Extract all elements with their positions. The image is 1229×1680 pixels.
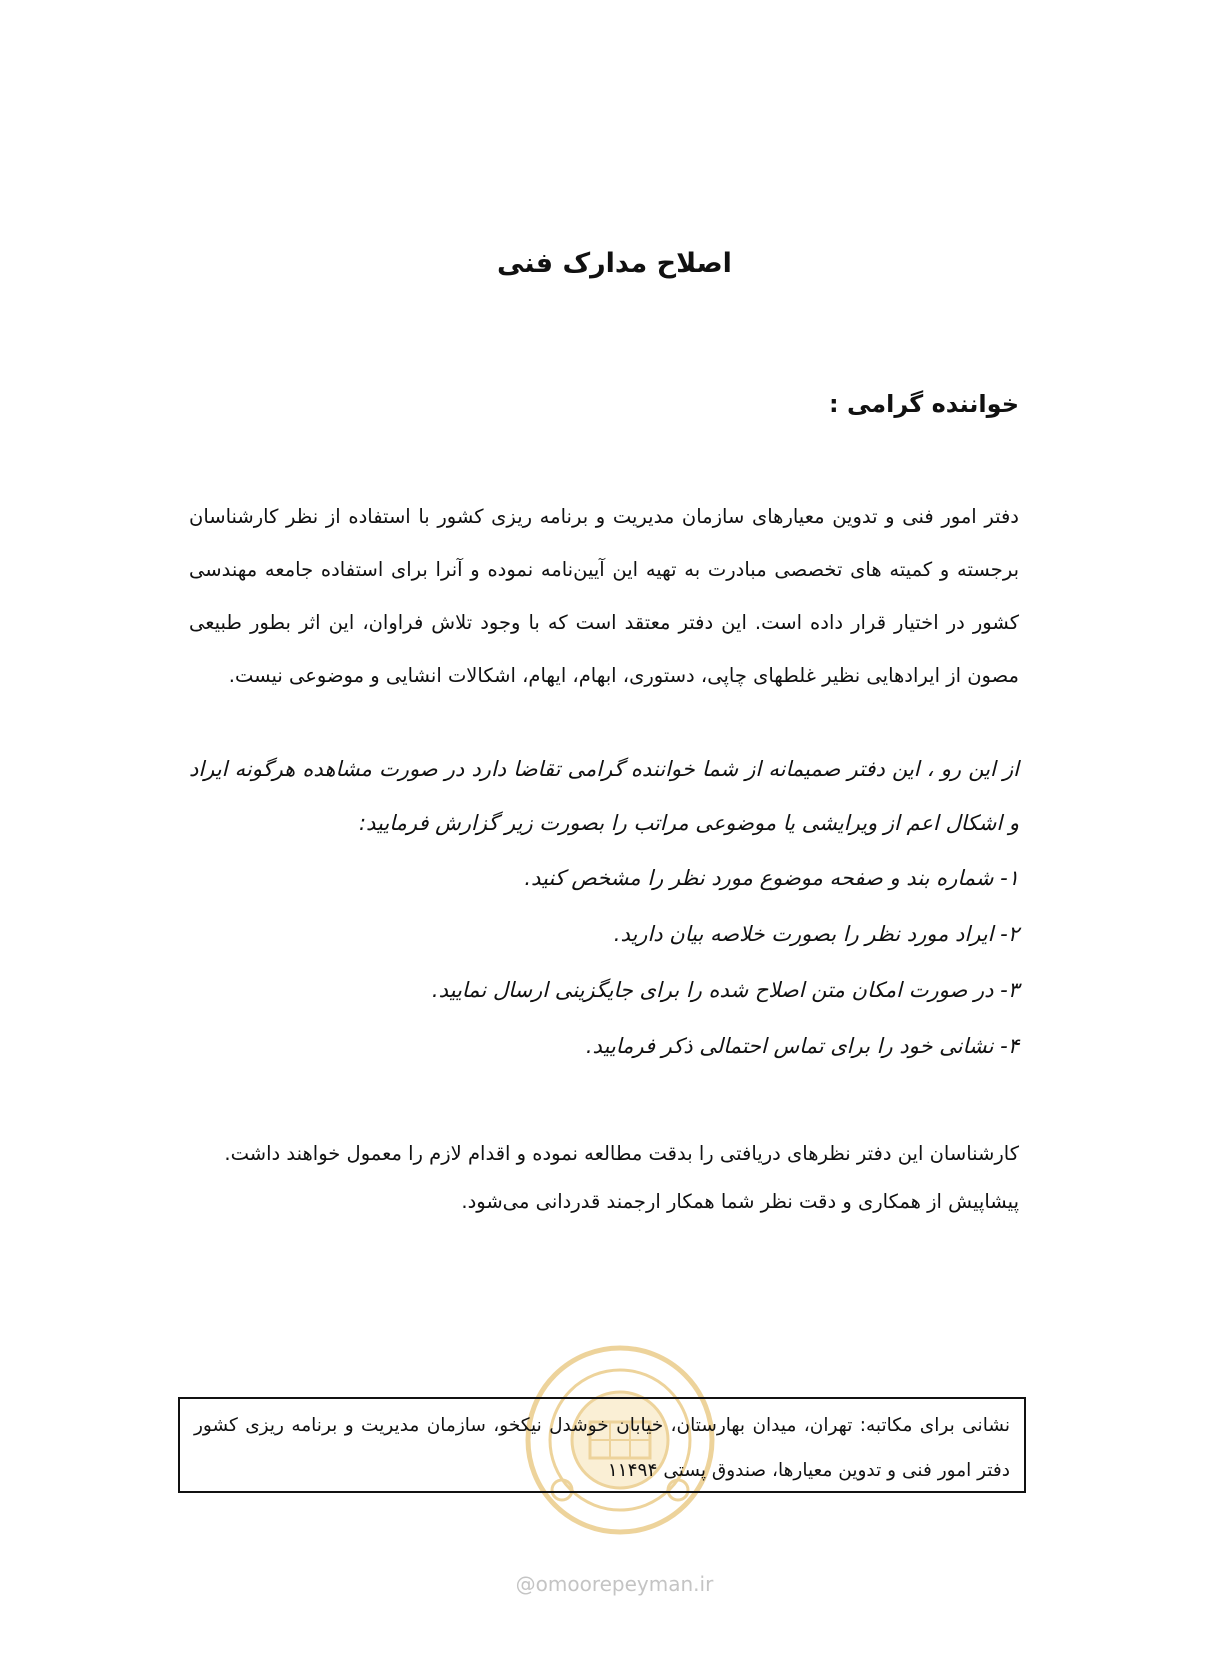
list-item: ۴- نشانی خود را برای تماس احتمالی ذکر فرمایید. bbox=[585, 1034, 1019, 1058]
list-item: ۳- در صورت امکان متن اصلاح شده را برای جایگزینی ارسال نمایید. bbox=[431, 978, 1019, 1002]
closing-line: پیشاپیش از همکاری و دقت نظر شما همکار ارجمند قدردانی می‌شود. bbox=[461, 1190, 1019, 1213]
request-intro: از این رو ، این دفتر صمیمانه از شما خواننده گرامی تقاضا دارد در صورت مشاهده هرگونه ایراد و اشکال اعم از ویرایشی یا موضوعی مراتب را بصورت زیر گزارش فرمایید: bbox=[189, 757, 1019, 835]
closing-text bbox=[189, 1130, 1019, 1226]
watermark-url: @omoorepeyman.ir bbox=[515, 1572, 714, 1596]
body-paragraph: دفتر امور فنی و تدوین معیارهای سازمان مدیریت و برنامه ریزی کشور با استفاده از نظر کارشناسان برجسته و کمیته های تخصصی مبادرت به تهیه این آیین‌نامه نموده و آنرا برای استفاده جامعه مهندسی کشور در اختیار قرار داده است. این دفتر معتقد است که با وجود تلاش فراوان، این اثر بطور طبیعی مصون از ایرادهایی نظیر غلطهای چاپی، دستوری، ابهام، ایهام، اشکالات انشایی و موضوعی نیست. bbox=[189, 505, 1019, 687]
salutation: خواننده گرامی : bbox=[829, 390, 1019, 418]
page-title: اصلاح مدارک فنی bbox=[497, 248, 732, 279]
closing-line: کارشناسان این دفتر نظرهای دریافتی را بدقت مطالعه نموده و اقدام لازم را معمول خواهند داشت. bbox=[224, 1142, 1019, 1165]
list-item: ۱- شماره بند و صفحه موضوع مورد نظر را مشخص کنید. bbox=[524, 866, 1019, 890]
list-item: ۲- ایراد مورد نظر را بصورت خلاصه بیان دارید. bbox=[613, 922, 1019, 946]
address-box: نشانی برای مکاتبه: تهران، میدان بهارستان، خیابان خوشدل نیکخو، سازمان مدیریت و برنامه ریزی کشور دفتر امور فنی و تدوین معیارها، صندوق پستی ۱۱۴۹۴ bbox=[178, 1397, 1026, 1493]
request-list bbox=[189, 850, 1019, 1074]
